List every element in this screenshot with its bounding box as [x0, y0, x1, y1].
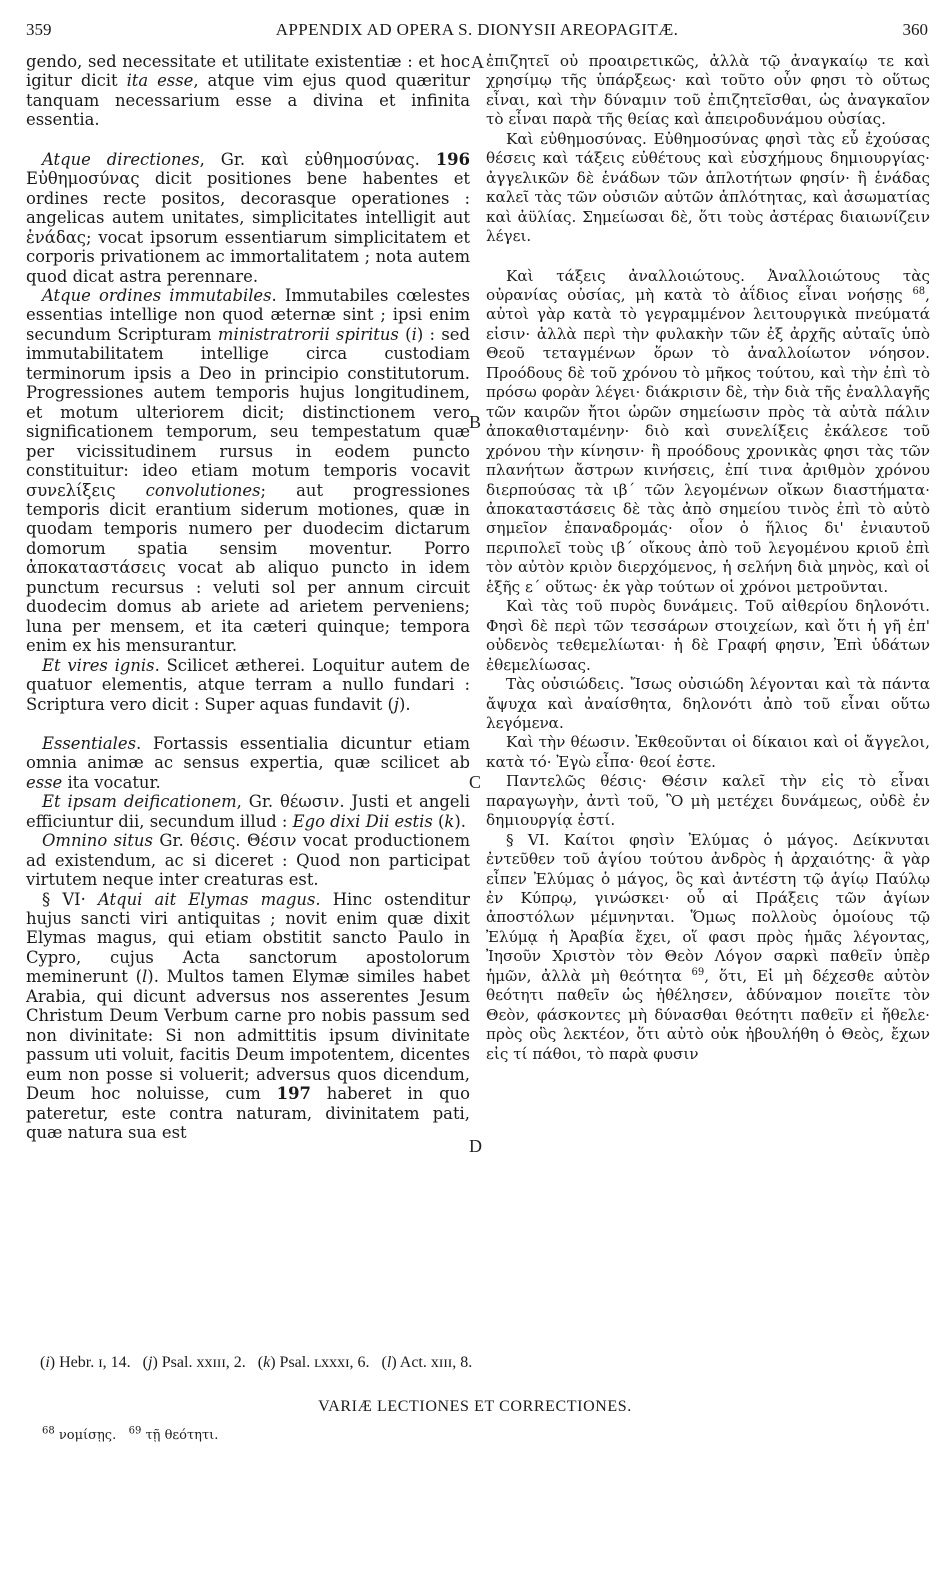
- margin-letter-c: C: [469, 772, 482, 792]
- greek-column: [486, 52, 930, 1064]
- greek-paragraph: Καὶ τὰς τοῦ πυρὸς δυνάμεις. Τοῦ αἰθερίου δηλονότι. Φησὶ δὲ περὶ τῶν τεσσάρων στοιχείων, καὶ ὅτι ἡ γῆ ἐπ' οὐδενὸς τεθεμελίωται· ἡ δὲ Γραφή φησιν, Ἐπὶ ὑδάτων ἐθεμελίωσας.: [486, 597, 930, 674]
- latin-paragraph: § VI· Atqui ait Elymas magus. Hinc ostenditur hujus sancti viri antiquitas ; novit enim quæ dixit Elymas magus, qui etiam obstitit sancto Paulo in Cypro, cujus Acta sanctorum apostolorum meminerunt (l). Multos tamen Elymæ similes habet Arabia, qui dicunt adversus nos asserentes Jesum Christum Deum Verbum carne pro nobis passum sed non divinitate: Si non admittitis ipsum divinitate passum uti voluit, facitis Deum impotentem, dicentes eum non posse si voluerit; adversus quos dicendum, Deum hoc noluisse, cum 197 haberet in quo pateretur, este contra naturam, divinitatem pati, quæ natura sua est: [26, 889, 470, 1143]
- latin-spacer: [26, 714, 470, 734]
- margin-letter-b: B: [469, 412, 482, 432]
- running-title: APPENDIX AD OPERA S. DIONYSII AREOPAGITÆ.: [275, 20, 679, 39]
- variae-lectiones-notes: $^{68}$ νομίσῃς. $^{69}$ τῇ θεότητι.: [42, 1425, 219, 1443]
- page-number-right: 360: [902, 20, 928, 39]
- greek-spacer: [486, 247, 930, 267]
- footnotes: (i) Hebr. ɪ, 14. (j) Psal. xxɪɪɪ, 2. (k) Psal. ʟxxxɪ, 6. (l) Act. xɪɪɪ, 8.: [40, 1354, 473, 1371]
- greek-paragraph: Παντελῶς θέσις· Θέσιν καλεῖ τὴν εἰς τὸ εἶναι παραγωγὴν, ἀντὶ τοῦ, Ὃ μὴ μετέχει δυνάμεως, οὐδὲ ἐν δημιουργίᾳ ἐστί.: [486, 772, 930, 830]
- margin-letter-a: A: [471, 52, 484, 72]
- latin-paragraph: Atque ordines immutabiles. Immutabiles cœlestes essentias intellige non quod æternæ sint ; ipsi enim secundum Scripturam ministratrorii spiritus (i) : sed immutabilitatem intellige circa custodiam terminorum ipsis a Deo in principio constitutorum. Progressiones autem temporis hujus longitudinem, et motum ulteriorem dicit; distinctionem vero significationem temporum, seu tempestatum quæ per vicissitudinem rursus in eodem puncto constituitur: ideo etiam motum temporis vocavit συνελίξεις convolutiones; aut progressiones temporis dicit erantium siderum motiones, quæ in quodam temporis numero per duodecim dictarum domorum spatia sensim moventur. Porro ἀποκαταστάσεις vocat ab aliquo puncto in idem punctum recursus : veluti sol per annum circuit duodecim domus ab ariete ad arietem perveniens; luna per mensem, et ita cæteri quinque; tempora enim ex his mensurantur.: [26, 285, 470, 656]
- greek-paragraph: Καὶ τάξεις ἀναλλοιώτους. Ἀναλλοιώτους τὰς οὐρανίας οὐσίας, μὴ κατὰ τὸ ἀΐδιος εἶναι νοήσῃς $^{68}$, αὐτοὶ γὰρ κατὰ τὸ γεγραμμένον λειτουργικὰ πνεύματά εἰσιν· ἀλλὰ περὶ τὴν φυλακὴν τῶν ἐξ ἀρχῆς αὐταῖς ὑπὸ Θεοῦ τεταγμένων ὅρων τὸ ἀναλλοίωτον νόησον. Προόδους δὲ τοῦ χρόνου τὸ μῆκος τούτου, καὶ τὴν ἐπὶ τὸ πρόσω φορὰν λέγει· διάκρισιν δὲ, τὴν διὰ τῆς ἐναλλαγῆς τῶν καιρῶν ἤτοι ὡρῶν σημείωσιν πρὸς τὰ αὐτὰ πάλιν ἀποκαθισταμένην· διὸ καὶ συνελίξεις ἐκάλεσε τοῦ χρόνου τὴν κίνησιν· ἢ προόδους χρονικὰς φησι τὰς τῶν πλανήτων ἄστρων κινήσεις, ἐπί τινα ἀριθμὸν χρόνου διερπούσας τὰ ιβ΄ τῶν λεγομένων οἴκων διαστήματα· ἀποκαταστάσεις δὲ τὰς ἀπὸ σημείου τινὸς ἐπὶ τὸ αὐτὸ σημεῖον ἐπαναδρομάς· οἷον ὁ ἥλιος δι' ἐνιαυτοῦ περιπολεῖ τοὺς ιβ΄ οἴκους ἀπὸ τοῦ λεγομένου κριοῦ ἐπὶ τὸν αὐτὸν κριὸν διερχόμενος, ἡ σελήνη διὰ μηνὸς, καὶ οἱ ἑξῆς ε΄ οὕτως· ἐκ γὰρ τούτων οἱ χρόνοι μετροῦνται.: [486, 266, 930, 596]
- latin-paragraph: Essentiales. Fortassis essentialia dicuntur etiam omnia animæ ac sensus expertia, quæ scilicet ab esse ita vocatur.: [26, 733, 470, 792]
- greek-paragraph: Τὰς οὐσιώδεις. Ἴσως οὐσιώδη λέγονται καὶ τὰ πάντα ἄψυχα καὶ ἀναίσθητα, δηλονότι ἀπὸ τοῦ εἶναι οὕτω λεγόμενα.: [486, 675, 930, 732]
- greek-paragraph: Καὶ εὐθημοσύνας. Εὐθημοσύνας φησὶ τὰς εὖ ἐχούσας θέσεις καὶ τάξεις εὐθέτους καὶ εὐσχήμους δημιουργίας· ἀγγελικῶν δὲ ἑνάδων τῶν ἁπλοτήτων φησίν· ἢ ἑνάδας καλεῖ τὰς τῶν οὐσιῶν αὐτῶν ἁπλότητας, καὶ ἀσωματίας καὶ ἀϋλίας. Σημείωσαι δὲ, ὅτι τοὺς ἀστέρας διαιωνίζειν λέγει.: [486, 129, 930, 246]
- latin-paragraph: Atque directiones, Gr. καὶ εὐθημοσύνας. 196 Εὐθημοσύνας dicit positiones bene habentes et ordines recte positos, decorasque operationes : angelicas autem unitates, simplicitates intelligit aut ἑνάδας; vocat ipsorum essentiarum simplicitatem et corporis privationem ac immortalitatem ; nota autem quod dicat astra perennare.: [26, 149, 470, 286]
- latin-paragraph: Et vires ignis. Scilicet ætherei. Loquitur autem de quatuor elementis, atque terram a nullo fundari : Scriptura vero dicit : Super aquas fundavit (j).: [26, 655, 470, 714]
- variae-lectiones-heading: VARIÆ LECTIONES ET CORRECTIONES.: [318, 1398, 632, 1415]
- running-header: [26, 18, 928, 42]
- latin-paragraph: Omnino situs Gr. θέσις. Θέσιν vocat productionem ad existendum, ac si diceret : Quod non participat virtutem neque inter creaturas est.: [26, 831, 470, 890]
- greek-paragraph: Καὶ τὴν θέωσιν. Ἐκθεοῦνται οἱ δίκαιοι καὶ οἱ ἄγγελοι, κατὰ τό· Ἐγὼ εἶπα· θεοί ἐστε.: [486, 733, 930, 771]
- latin-spacer: [26, 130, 470, 150]
- margin-letter-d: D: [469, 1136, 482, 1156]
- latin-paragraph: Et ipsam deificationem, Gr. θέωσιν. Justi et angeli efficiuntur dii, secundum illud : Ego dixi Dii estis (k).: [26, 792, 470, 831]
- latin-column: [26, 52, 470, 1142]
- greek-paragraph: § VI. Καίτοι φησὶν Ἐλύμας ὁ μάγος. Δείκνυται ἐντεῦθεν τοῦ ἁγίου τούτου ἀνδρὸς ἡ ἀρχαιότης· ἃ γὰρ εἶπεν Ἐλύμας ὁ μάγος, ὃς καὶ ἀντέστη τῷ ἁγίῳ Παύλῳ ἐν Κύπρῳ, γινώσκει· οὗ αἱ Πράξεις τῶν ἁγίων ἀποστόλων μέμνηνται. Ὅμως πολλοὺς ὁμοίους τῷ Ἐλύμᾳ ἡ Ἀραβία ἔχει, οἵ φασι πρὸς ἡμᾶς λέγοντας, Ἰησοῦν Χριστὸν τὸν Θεὸν Λόγον σαρκὶ παθεῖν ὑπὲρ ἡμῶν, ἀλλὰ μὴ θεότητα $^{69}$, ὅτι, Εἰ μὴ δέχεσθε αὐτὸν θεότητι παθεῖν ὡς ἠθέλησεν, ἀδύναμον ποιεῖτε τὸν Θεὸν, φάσκοντες μὴ δύνασθαι θεότητι παθεῖν εἰ ἤθελε· πρὸς οὓς λεκτέον, ὅτι αὐτὸ οὐκ ἠβουλήθη ὁ Θεὸς, ἔχων εἰς τί πάθοι, τὸ παρὰ φυσιν: [486, 830, 930, 1063]
- greek-paragraph: ἐπιζητεῖ οὐ προαιρετικῶς, ἀλλὰ τῷ ἀναγκαίῳ τε καὶ χρησίμῳ τῆς ὑπάρξεως· καὶ τοῦτο οὖν φησι τὸ οὕτως εἶναι, καὶ τὴν δύναμιν τοῦ ἐπιζητεῖσθαι, ὡς ἀναγκαῖον τὸ εἶναι παρὰ τῆς θείας καὶ ἀπειροδυνάμου οὐσίας.: [486, 52, 930, 129]
- page-number-left: 359: [26, 20, 52, 39]
- latin-paragraph: gendo, sed necessitate et utilitate existentiæ : et hoc igitur dicit ita esse, atque vim ejus quod quæritur tanquam necessarium esse a divina et infinita essentia.: [26, 52, 470, 130]
